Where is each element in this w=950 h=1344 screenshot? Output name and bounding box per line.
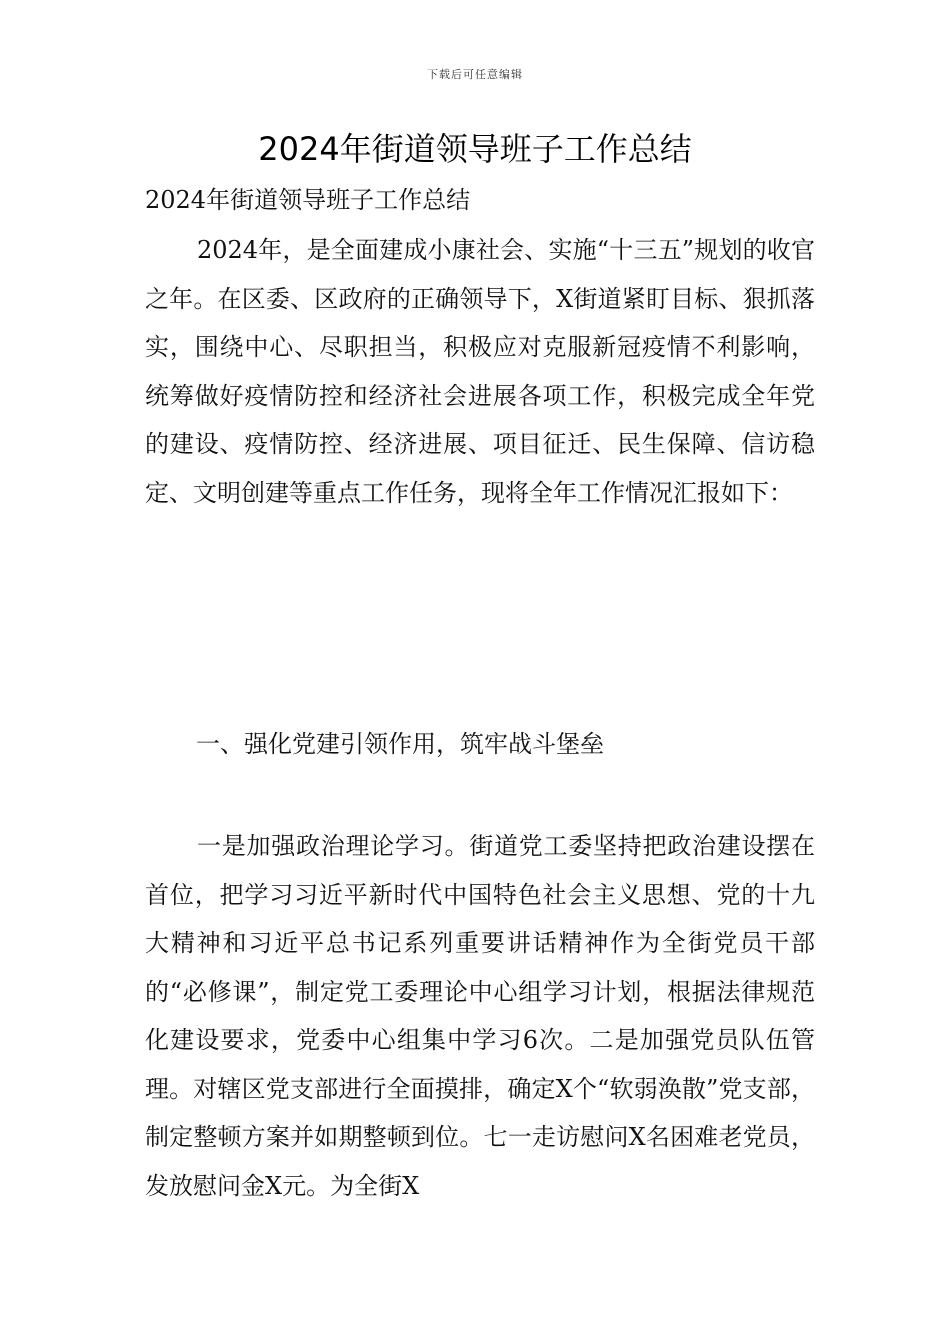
document-subtitle: 2024年街道领导班子工作总结 [145,186,471,214]
edit-notice: 下载后可任意编辑 [427,68,523,81]
intro-paragraph: 2024年，是全面建成小康社会、实施“十三五”规划的收官之年。在区委、区政府的正确领导下，X街道紧盯目标、狠抓落实，围绕中心、尽职担当，积极应对克服新冠疫情不利影响，统筹做好疫情防控和经济社会进展各项工作，积极完成全年党的建设、疫情防控、经济进展、项目征迁、民生保障、信访稳定、文明创建等重点工作任务，现将全年工作情况汇报如下： [145,236,815,507]
section-heading: 一、强化党建引领作用，筑牢战斗堡垒 [196,730,604,758]
document-title: 2024年街道领导班子工作总结 [258,130,692,168]
body-paragraph: 一是加强政治理论学习。街道党工委坚持把政治建设摆在首位，把学习习近平新时代中国特色社会主义思想、党的十九大精神和习近平总书记系列重要讲话精神作为全街党员干部的“必修课”，制定党工委理论中心组学习计划，根据法律规范化建设要求，党委中心组集中学习6次。二是加强党员队伍管理。对辖区党支部进行全面摸排，确定X个“软弱涣散”党支部，制定整顿方案并如期整顿到位。七一走访慰问X名困难老党员，发放慰问金X元。为全街X [145,832,815,1200]
